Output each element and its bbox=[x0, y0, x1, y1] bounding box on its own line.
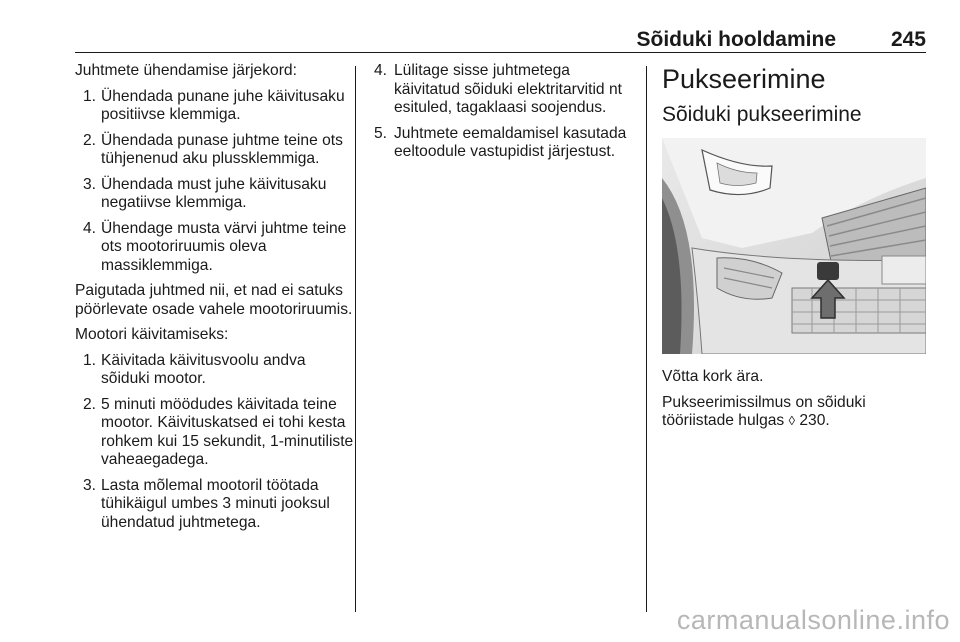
column-3 bbox=[662, 62, 926, 438]
towing-eye-text: Pukseerimissilmus on sõiduki tööriistade hulgas bbox=[662, 393, 866, 429]
subsection-heading: Sõiduki pukseerimine bbox=[662, 103, 862, 126]
list-item bbox=[370, 125, 640, 162]
list-item bbox=[75, 396, 355, 470]
page-number: 245 bbox=[890, 28, 926, 51]
step-number: 1. bbox=[83, 351, 97, 369]
step-text: Juhtmete eemaldamisel kasutada eeltoodule vastupidist järjestust. bbox=[394, 124, 627, 160]
page-reference-icon: ◊ bbox=[788, 413, 796, 428]
step-text: Ühendage musta värvi juhtme teine ots mootoriruumis oleva massiklemmiga. bbox=[101, 219, 347, 274]
section-title: Sõiduki hooldamine bbox=[636, 28, 836, 51]
step-text: Ühendada punane juhe käivitusaku positiivse klemmiga. bbox=[101, 87, 345, 123]
reference-page: 230. bbox=[799, 412, 830, 429]
list-item bbox=[370, 62, 640, 118]
watermark: carmanualsonline.info bbox=[676, 605, 950, 635]
start-intro: Mootori käivitamiseks: bbox=[75, 326, 229, 343]
step-number: 4. bbox=[83, 219, 97, 237]
list-item bbox=[75, 88, 355, 125]
column-2 bbox=[370, 62, 640, 169]
disconnect-steps bbox=[370, 62, 640, 162]
step-text: Ühendada punase juhtme teine ots tühjenenud aku plussklemmiga. bbox=[101, 131, 343, 167]
cable-placement-note: Paigutada juhtmed nii, et nad ei satuks pöörlevate osade vahele mootoriruumis. bbox=[75, 282, 353, 318]
list-item bbox=[75, 132, 355, 169]
list-item bbox=[75, 477, 355, 533]
step-text: Lasta mõlemal mootoril töötada tühikäigul umbes 3 minuti jooksul ühendatud juhtmetega. bbox=[101, 476, 330, 531]
column-divider bbox=[355, 66, 356, 612]
step-number: 5. bbox=[374, 124, 388, 142]
step-text: Ühendada must juhe käivitusaku negatiivse klemmiga. bbox=[101, 175, 327, 211]
connection-intro: Juhtmete ühendamise järjekord: bbox=[75, 62, 297, 79]
connection-steps bbox=[75, 88, 355, 276]
step-number: 3. bbox=[83, 476, 97, 494]
step-number: 3. bbox=[83, 175, 97, 193]
page-header bbox=[75, 26, 926, 53]
towing-eye-cover-illustration bbox=[662, 138, 926, 354]
step-number: 2. bbox=[83, 131, 97, 149]
column-divider bbox=[646, 66, 647, 612]
column-1 bbox=[75, 62, 355, 539]
figure-caption: Võtta kork ära. bbox=[662, 368, 764, 385]
step-number: 1. bbox=[83, 87, 97, 105]
step-text: Käivitada käivitusvoolu andva sõiduki mootor. bbox=[101, 351, 306, 387]
towing-eye-location bbox=[662, 394, 926, 431]
step-text: 5 minuti möödudes käivitada teine mootor. Käivituskatsed ei tohi kesta rohkem kui 15 sekundit, 1-minutiliste vaheaegadega. bbox=[101, 395, 354, 468]
section-heading: Pukseerimine bbox=[662, 64, 826, 94]
list-item bbox=[75, 220, 355, 276]
start-steps bbox=[75, 352, 355, 533]
list-item bbox=[75, 352, 355, 389]
step-number: 4. bbox=[374, 62, 388, 79]
list-item bbox=[75, 176, 355, 213]
step-number: 2. bbox=[83, 395, 97, 413]
step-text: Lülitage sisse juhtmetega käivitatud sõiduki elektritarvitid nt esituled, tagaklaasi soojendus. bbox=[394, 62, 622, 116]
